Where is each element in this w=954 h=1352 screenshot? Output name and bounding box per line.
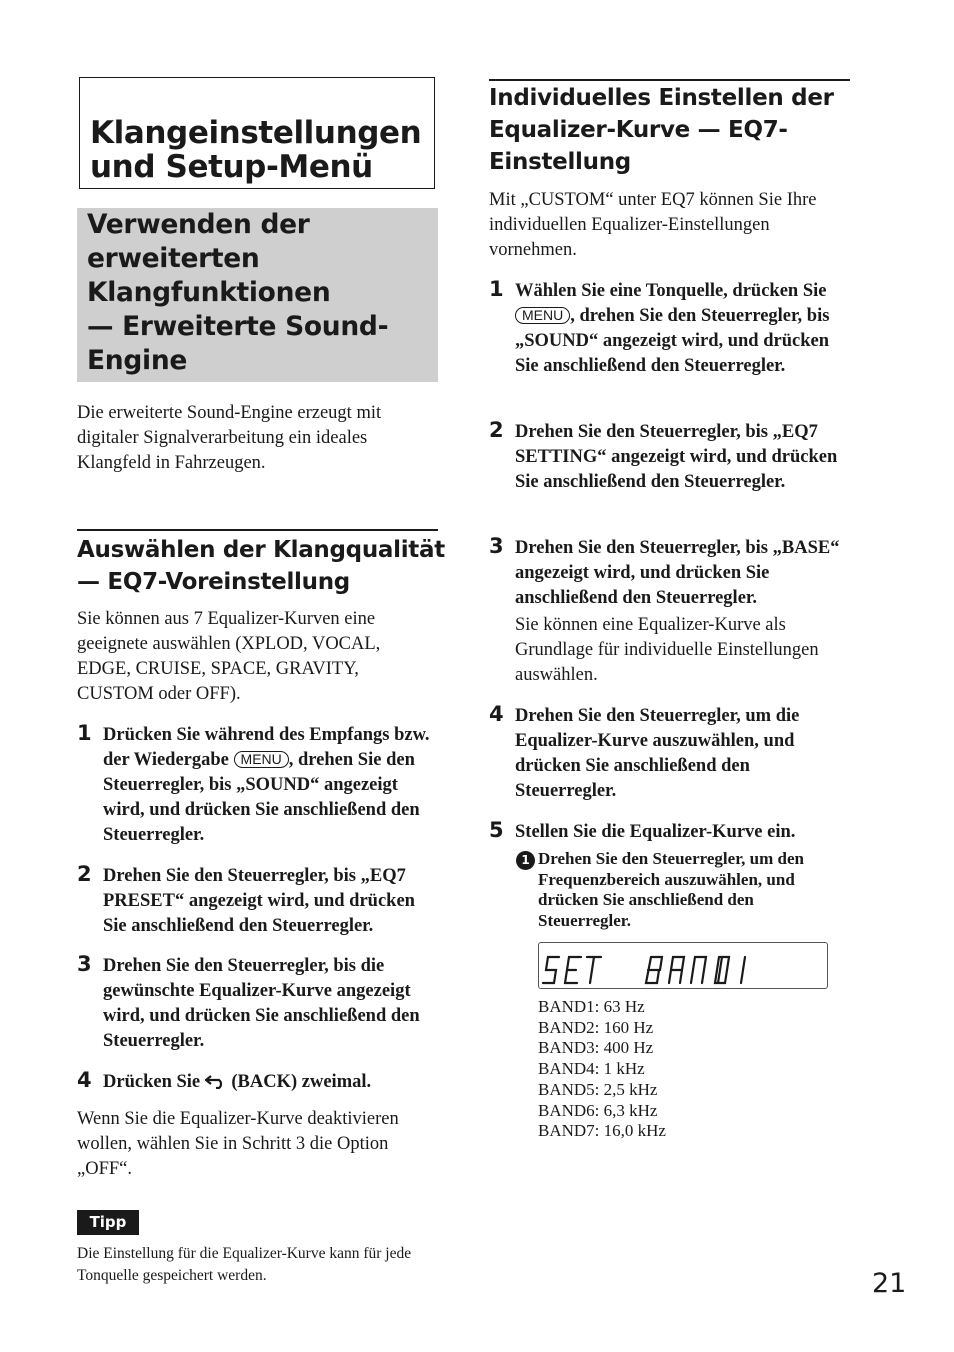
band-list-item: BAND7: 16,0 kHz [538, 1121, 666, 1141]
chapter-title-line: und Setup-Menü [90, 149, 373, 185]
step-text-part: , drehen Sie den Steuerregler, bis „SOUND“ angezeigt wird, und drücken Sie anschließend den Steuerregler. [515, 306, 830, 376]
right-section-intro: Mit „CUSTOM“ unter EQ7 können Sie Ihre individuellen Equalizer-Einstellungen vornehmen. [489, 190, 817, 260]
left-step-2 [77, 864, 439, 939]
step-text: Drehen Sie den Steuerregler, bis „EQ7 PRESET“ angezeigt wird, und drücken Sie anschließend den Steuerregler. [103, 866, 415, 936]
step-text [515, 279, 851, 379]
step-number: 1 [489, 277, 504, 301]
chapter-title-box [79, 77, 435, 189]
tip-text: Die Einstellung für die Equalizer-Kurve kann für jede Tonquelle gespeichert werden. [77, 1245, 412, 1284]
gray-heading-line: Klangfunktionen [87, 277, 331, 308]
right-heading-line: Equalizer-Kurve — EQ7- [489, 117, 788, 143]
left-heading-line: Auswählen der Klangqualität [77, 537, 445, 563]
left-heading-line: — EQ7-Voreinstellung [77, 569, 350, 595]
step-number: 3 [77, 952, 92, 976]
lcd-display-segments-icon [539, 943, 829, 990]
menu-button: MENU [515, 307, 570, 324]
step-number: 2 [77, 862, 92, 886]
intro-paragraph: Die erweiterte Sound-Engine erzeugt mit digitaler Signalverarbeitung ein ideales Klangfeld in Fahrzeugen. [77, 403, 382, 473]
gray-heading-line: Engine [87, 345, 188, 376]
step-number: 5 [489, 818, 504, 842]
chapter-title [90, 116, 421, 184]
gray-heading-line: — Erweiterte Sound- [87, 311, 389, 342]
chapter-title-line: Klangeinstellungen [90, 115, 422, 151]
left-step-3 [77, 954, 439, 1054]
left-section-note: Wenn Sie die Equalizer-Kurve deaktivieren wollen, wählen Sie in Schritt 3 die Option „OFF“. [77, 1109, 399, 1179]
step-text-part: , drehen Sie den Steuerregler, bis „SOUND“ angezeigt wird, und drücken Sie anschließend den Steuerregler. [103, 750, 420, 845]
band-list-item: BAND5: 2,5 kHz [538, 1079, 658, 1099]
lcd-display [538, 942, 828, 989]
step-subtext: Sie können eine Equalizer-Kurve als Grundlage für individuelle Einstellungen auswählen. [515, 615, 819, 685]
step-text: Stellen Sie die Equalizer-Kurve ein. [515, 822, 796, 842]
right-step-2 [489, 420, 851, 495]
left-section-rule [77, 529, 438, 531]
gray-section-heading [77, 208, 438, 382]
step-text-part: Drücken Sie [103, 1072, 201, 1092]
step-text-part: Drücken Sie während des Empfangs bzw. der Wiedergabe [103, 725, 430, 770]
page-number: 21 [872, 1268, 907, 1299]
band-list-item: BAND4: 1 kHz [538, 1059, 645, 1079]
step-text: Drehen Sie den Steuerregler, bis „EQ7 SETTING“ angezeigt wird, und drücken Sie anschließend den Steuerregler. [515, 422, 838, 492]
band-list-item: BAND2: 160 Hz [538, 1017, 654, 1037]
step-number: 3 [489, 534, 504, 558]
right-heading-line: Individuelles Einstellen der [489, 85, 834, 111]
right-step-4 [489, 704, 851, 804]
band-list-item: BAND3: 400 Hz [538, 1038, 654, 1058]
step-text: Drehen Sie den Steuerregler, bis die gewünschte Equalizer-Kurve angezeigt wird, und drücken Sie anschließend den Steuerregler. [103, 956, 420, 1051]
gray-heading-line: Verwenden der [87, 209, 310, 240]
substep-text: Drehen Sie den Steuerregler, um den Frequenzbereich auszuwählen, und drücken Sie anschließend den Steuerregler. [538, 849, 805, 930]
band-list [538, 997, 666, 1142]
right-step-3 [489, 536, 851, 688]
step-number: 1 [77, 721, 92, 745]
step-number: 2 [489, 418, 504, 442]
left-step-1 [77, 723, 439, 848]
band-list-item: BAND6: 6,3 kHz [538, 1100, 658, 1120]
substep-number-badge: 1 [516, 851, 535, 870]
tip-label: Tipp [77, 1210, 139, 1235]
step-number: 4 [77, 1068, 92, 1092]
right-heading-line: Einstellung [489, 149, 631, 175]
step-number: 4 [489, 702, 504, 726]
left-section-intro: Sie können aus 7 Equalizer-Kurven eine geeignete auswählen (XPLOD, VOCAL, EDGE, CRUISE, SPACE, GRAVITY, CUSTOM oder OFF). [77, 609, 381, 704]
back-arrow-icon [205, 1073, 227, 1089]
substep-1 [515, 849, 845, 931]
right-section-rule [489, 79, 850, 81]
step-text-part: (BACK) zweimal. [231, 1072, 372, 1092]
band-list-item: BAND1: 63 Hz [538, 997, 645, 1016]
gray-heading-line: erweiterten [87, 243, 260, 274]
step-text: Drehen Sie den Steuerregler, um die Equalizer-Kurve auszuwählen, und drücken Sie anschließend den Steuerregler. [515, 706, 800, 801]
step-text [103, 1070, 439, 1095]
left-step-4 [77, 1070, 439, 1095]
right-step-5 [489, 820, 851, 845]
left-section-heading [77, 534, 447, 598]
step-text: Drehen Sie den Steuerregler, bis „BASE“ angezeigt wird, und drücken Sie anschließend den Steuerregler. [515, 538, 840, 608]
menu-button: MENU [234, 751, 289, 768]
step-text [103, 723, 439, 848]
right-section-heading [489, 82, 859, 178]
right-step-1 [489, 279, 851, 379]
step-text-part: Wählen Sie eine Tonquelle, drücken Sie [515, 281, 827, 301]
